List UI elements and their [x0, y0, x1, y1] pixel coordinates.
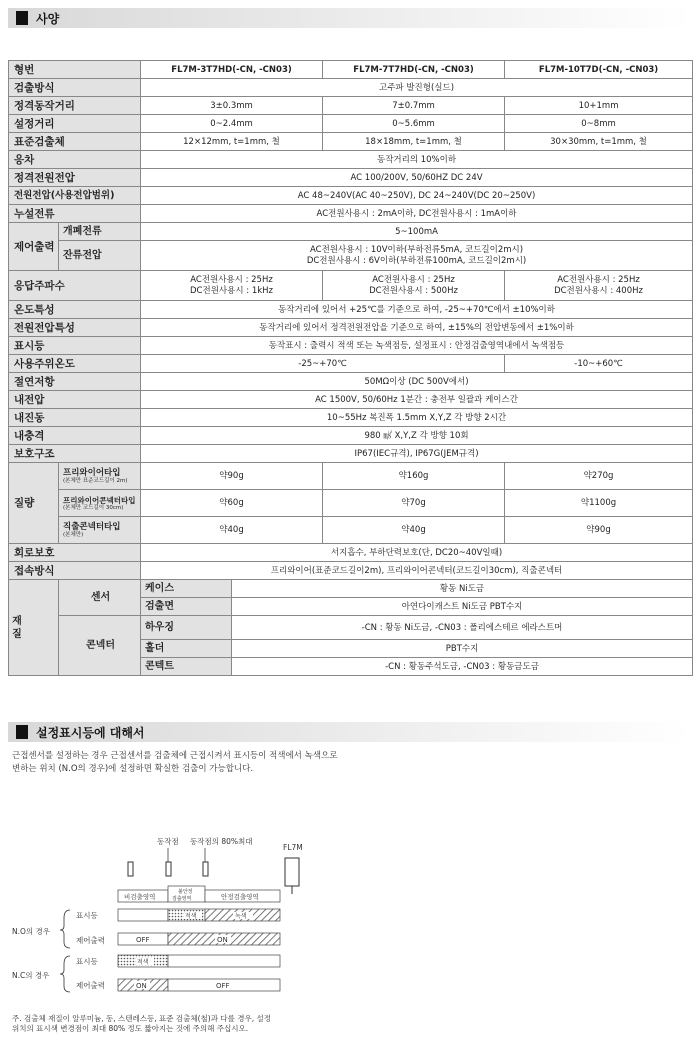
dielectric-strength-label: 내전압 — [9, 391, 141, 409]
response-frequency-dc-2: DC전원사용시 : 500Hz — [369, 285, 458, 296]
circuit-protection-value: 서지흡수, 부하단력보호(단, DC20~40V일때) — [141, 544, 693, 562]
switching-current-label: 개폐전류 — [59, 223, 141, 241]
table-row — [9, 241, 693, 271]
weight-direct-connector-2: 약40g — [323, 517, 505, 544]
zone-unstable-label-1: 불안정 — [178, 889, 193, 895]
zone-stable-label: 안정검출영역 — [221, 893, 259, 901]
insulation-resistance-value: 50MΩ이상 (DC 500V에서) — [141, 373, 693, 391]
dielectric-strength-value: AC 1500V, 50/60Hz 1분간 : 충전부 일괄과 케이스간 — [141, 391, 693, 409]
weight-prewire-2: 약160g — [323, 463, 505, 490]
table-row — [9, 205, 693, 223]
hysteresis-value: 동작거리의 10%이하 — [141, 151, 693, 169]
weight-prewire-connector-label — [59, 490, 141, 517]
spec-section-header — [8, 8, 692, 28]
sensor-label: FL7M — [283, 843, 303, 852]
response-frequency-1 — [141, 271, 323, 301]
material-face-value: 아연다이캐스트 Ni도금 PBT수지 — [232, 598, 693, 616]
table-row — [9, 355, 693, 373]
nc-red-label: 적색 — [137, 959, 149, 966]
section-marker — [16, 11, 28, 25]
table-row — [9, 271, 693, 301]
indicator-paragraph: 근접센서를 설정하는 경우 근접센서를 검출체에 근접시켜서 표시등이 적색에서 녹색으로 변하는 위치 (N.O의 경우)에 설정하면 확실한 검출이 가능합니다. — [12, 751, 338, 774]
response-frequency-dc-1: DC전원사용시 : 1kHz — [190, 285, 274, 296]
control-output-label: 제어출력 — [9, 223, 59, 271]
model-2: FL7M-7T7HD(-CN, -CN03) — [323, 61, 505, 79]
no-indicator-label: 표시등 — [76, 911, 98, 920]
weight-direct-connector-name: 직출콘넥터타입 — [63, 521, 121, 532]
indicator-value: 동작표시 : 출력시 적색 또는 녹색점등, 설정표시 : 안정검출영역내에서 녹색점등 — [141, 337, 693, 355]
shock-value: 980 ㎨ X,Y,Z 각 방향 10회 — [141, 427, 693, 445]
rated-distance-1: 3±0.3mm — [141, 97, 323, 115]
setting-distance-3: 0~8mm — [505, 115, 693, 133]
no-green-label: 녹색 — [235, 913, 247, 920]
weight-label: 질량 — [9, 463, 59, 544]
rated-distance-2: 7±0.7mm — [323, 97, 505, 115]
no-indicator-off-bar — [118, 909, 168, 921]
material-holder-label: 홀더 — [141, 640, 232, 658]
indicator-label: 표시등 — [9, 337, 141, 355]
table-row — [9, 373, 693, 391]
zone-non-detect-label: 비검출영역 — [124, 893, 156, 901]
voltage-characteristic-value: 동작거리에 있어서 정격전원전압을 기준으로 하여, ±15%의 전압변동에서 ±1%이하 — [141, 319, 693, 337]
nc-on-label: ON — [136, 982, 147, 990]
standard-target-label: 표준검출체 — [9, 133, 141, 151]
voltage-characteristic-label: 전원전압특성 — [9, 319, 141, 337]
response-frequency-label: 응답주파수 — [9, 271, 141, 301]
ambient-temperature-2: -10~+60℃ — [505, 355, 693, 373]
weight-prewire-name: 프리와이어타입 — [63, 467, 121, 478]
no-control-output-label: 제어출력 — [76, 936, 105, 945]
diagram-note: 주. 검출체 재질이 알루미늄, 동, 스텐레스등, 표준 검출체(철)과 다를 경우, 설정위치의 표시색 변경점이 최대 80% 정도 짧아지는 것에 주의해 주십시오. — [12, 1014, 271, 1033]
weight-prewire-label — [59, 463, 141, 490]
setting-distance-label: 설정거리 — [9, 115, 141, 133]
indicator-section-header — [8, 722, 692, 742]
no-case-brace — [60, 910, 70, 948]
residual-voltage-value — [141, 241, 693, 271]
no-off-label: OFF — [136, 936, 150, 944]
nc-case-brace — [60, 956, 70, 992]
nc-control-output-label: 제어출력 — [76, 981, 105, 990]
response-frequency-dc-3: DC전원사용시 : 400Hz — [554, 285, 643, 296]
switching-current-value: 5~100mA — [141, 223, 693, 241]
material-holder-value: PBT수지 — [232, 640, 693, 658]
supply-voltage-value: AC 48~240V(AC 40~250V), DC 24~240V(DC 20~250V) — [141, 187, 693, 205]
leakage-current-value: AC전원사용시 : 2mA이하, DC전원사용시 : 1mA이하 — [141, 205, 693, 223]
target-plate — [128, 862, 133, 876]
weight-prewire-connector-name: 프리와이어콘넥터타입 — [63, 495, 136, 505]
model-3: FL7M-10T7D(-CN, -CN03) — [505, 61, 693, 79]
model-label: 형번 — [9, 61, 141, 79]
residual-voltage-dc: DC전원사용시 : 6V이하(부하전류100mA, 코드길이2m시) — [306, 255, 527, 266]
table-row — [9, 337, 693, 355]
protection-value: IP67(IEC규격), IP67G(JEM규격) — [141, 445, 693, 463]
weight-prewire-connector-3: 약1100g — [505, 490, 693, 517]
table-row — [9, 517, 693, 544]
protection-label: 보호구조 — [9, 445, 141, 463]
response-frequency-ac-3: AC전원사용시 : 25Hz — [557, 274, 640, 285]
indicator-section-title: 설정표시등에 대해서 — [36, 725, 145, 740]
weight-prewire-connector-sub: (본체만 코드길이 30cm) — [63, 504, 124, 511]
material-label: 재질 — [12, 615, 22, 640]
material-face-label: 검출면 — [141, 598, 232, 616]
table-row — [9, 319, 693, 337]
material-connector-label: 콘넥터 — [59, 616, 141, 676]
temperature-characteristic-value: 동작거리에 있어서 +25℃를 기준으로 하여, -25~+70℃에서 ±10%이하 — [141, 301, 693, 319]
sensor-icon — [285, 858, 299, 886]
insulation-resistance-label: 절연저항 — [9, 373, 141, 391]
detection-method-value: 고주파 발진형(실드) — [141, 79, 693, 97]
table-row — [9, 79, 693, 97]
detection-method-label: 검출방식 — [9, 79, 141, 97]
residual-voltage-label: 잔류전압 — [59, 241, 141, 271]
vibration-label: 내진동 — [9, 409, 141, 427]
weight-direct-connector-1: 약40g — [141, 517, 323, 544]
table-row — [9, 427, 693, 445]
section-marker — [16, 725, 28, 739]
response-frequency-ac-2: AC전원사용시 : 25Hz — [372, 274, 455, 285]
material-housing-value: -CN : 황동 Ni도금, -CN03 : 폴리에스테르 에라스트머 — [232, 616, 693, 640]
leakage-current-label: 누설전류 — [9, 205, 141, 223]
standard-target-1: 12×12mm, t=1mm, 철 — [141, 133, 323, 151]
weight-prewire-1: 약90g — [141, 463, 323, 490]
rated-distance-3: 10+1mm — [505, 97, 693, 115]
shock-label: 내충격 — [9, 427, 141, 445]
connection-label: 접속방식 — [9, 562, 141, 580]
rated-voltage-label: 정격전원전압 — [9, 169, 141, 187]
table-row — [9, 463, 693, 490]
table-row — [9, 151, 693, 169]
table-row — [9, 187, 693, 205]
response-frequency-ac-1: AC전원사용시 : 25Hz — [190, 274, 273, 285]
nc-indicator-off-bar — [168, 955, 280, 967]
weight-prewire-3: 약270g — [505, 463, 693, 490]
setting-distance-2: 0~5.6mm — [323, 115, 505, 133]
weight-direct-connector-sub: (본체만) — [63, 531, 84, 538]
table-row — [9, 133, 693, 151]
no-red-label: 적색 — [185, 913, 197, 920]
table-row — [9, 223, 693, 241]
spec-table — [8, 60, 693, 676]
target-plate — [166, 862, 171, 876]
table-row — [9, 445, 693, 463]
weight-direct-connector-3: 약90g — [505, 517, 693, 544]
ambient-temperature-1: -25~+70℃ — [141, 355, 505, 373]
setting-distance-1: 0~2.4mm — [141, 115, 323, 133]
target-plate — [203, 862, 208, 876]
no-on-label: ON — [217, 936, 228, 944]
indicator-diagram-svg — [0, 828, 700, 1008]
table-row — [9, 169, 693, 187]
nc-off-label: OFF — [216, 982, 230, 990]
spec-section-title: 사양 — [36, 11, 60, 26]
table-row — [9, 544, 693, 562]
residual-voltage-ac: AC전원사용시 : 10V이하(부하전류5mA, 코드길이2m시) — [309, 244, 524, 255]
zone-unstable-label-2: 검출영역 — [172, 896, 192, 902]
table-row — [9, 580, 693, 598]
table-row — [9, 61, 693, 79]
operating-80-label: 동작점의 80%최대 — [190, 837, 253, 846]
hysteresis-label: 응차 — [9, 151, 141, 169]
table-row — [9, 616, 693, 640]
table-row — [9, 301, 693, 319]
response-frequency-2 — [323, 271, 505, 301]
standard-target-3: 30×30mm, t=1mm, 철 — [505, 133, 693, 151]
material-label-cell — [9, 580, 59, 676]
material-contact-value: -CN : 황동주석도금, -CN03 : 황동금도금 — [232, 658, 693, 676]
nc-indicator-label: 표시등 — [76, 957, 98, 966]
table-row — [9, 97, 693, 115]
vibration-value: 10~55Hz 복진폭 1.5mm X,Y,Z 각 방향 2시간 — [141, 409, 693, 427]
material-case-label: 케이스 — [141, 580, 232, 598]
weight-prewire-sub: (본체만 표준코드길이 2m) — [63, 477, 128, 484]
weight-direct-connector-label — [59, 517, 141, 544]
table-row — [9, 409, 693, 427]
material-contact-label: 콘텍트 — [141, 658, 232, 676]
supply-voltage-label: 전원전압(사용전압범위) — [9, 187, 141, 205]
table-row — [9, 115, 693, 133]
no-case-label: N.O의 경우 — [12, 927, 51, 936]
standard-target-2: 18×18mm, t=1mm, 철 — [323, 133, 505, 151]
material-housing-label: 하우징 — [141, 616, 232, 640]
material-sensor-label: 센서 — [59, 580, 141, 616]
material-case-value: 황동 Ni도금 — [232, 580, 693, 598]
weight-prewire-connector-1: 약60g — [141, 490, 323, 517]
operating-point-label: 동작점 — [157, 837, 179, 846]
table-row — [9, 562, 693, 580]
ambient-temperature-label: 사용주위온도 — [9, 355, 141, 373]
nc-case-label: N.C의 경우 — [12, 971, 50, 980]
response-frequency-3 — [505, 271, 693, 301]
rated-distance-label: 정격동작거리 — [9, 97, 141, 115]
indicator-diagram — [0, 828, 700, 1008]
circuit-protection-label: 회로보호 — [9, 544, 141, 562]
table-row — [9, 391, 693, 409]
weight-prewire-connector-2: 약70g — [323, 490, 505, 517]
temperature-characteristic-label: 온도특성 — [9, 301, 141, 319]
connection-value: 프리와이어(표준코드길이2m), 프리와이어콘넥터(코드길이30cm), 직출콘넥터 — [141, 562, 693, 580]
model-1: FL7M-3T7HD(-CN, -CN03) — [141, 61, 323, 79]
table-row — [9, 490, 693, 517]
rated-voltage-value: AC 100/200V, 50/60HZ DC 24V — [141, 169, 693, 187]
